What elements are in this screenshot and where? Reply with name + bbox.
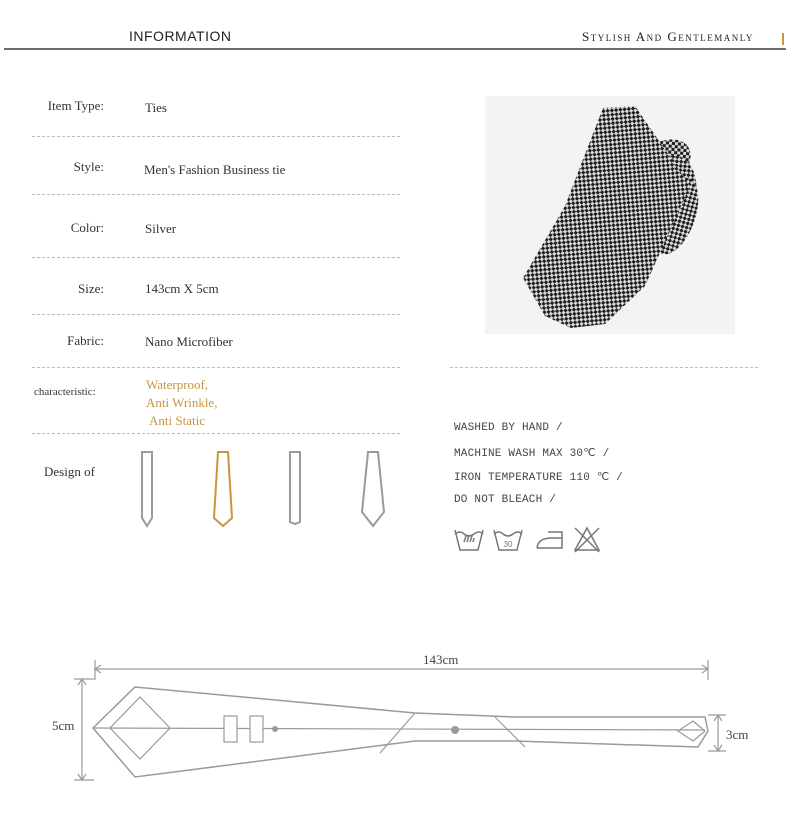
characteristic-values [146, 376, 217, 430]
iron-icon [537, 532, 562, 548]
characteristic-line: Waterproof, [146, 377, 209, 392]
no-bleach-icon [575, 528, 599, 552]
tie-outline [93, 687, 708, 777]
row-divider [32, 314, 400, 315]
item-type-label: Item Type: [47, 98, 104, 113]
tie-outline-straight-icon[interactable] [290, 452, 300, 524]
row-divider [32, 257, 400, 258]
tie-dot [272, 726, 278, 732]
tie-outline-wide-icon[interactable] [362, 452, 384, 526]
right-divider [450, 367, 758, 368]
tagline-accent-bar [782, 33, 784, 45]
style-value: Men's Fashion Business tie [144, 162, 286, 177]
tie-outline-selected-icon[interactable] [214, 452, 232, 526]
row-divider [32, 433, 400, 434]
characteristic-label: characteristic: [34, 386, 96, 398]
characteristic-line: Anti Static [149, 413, 205, 428]
care-icons [452, 524, 612, 556]
design-options [120, 448, 400, 530]
care-line-machine-wash: MACHINE WASH MAX 30℃ / [454, 448, 610, 460]
hand-wash-icon [455, 530, 483, 550]
characteristic-line: Anti Wrinkle, [146, 395, 218, 410]
tie-seam [380, 713, 415, 753]
care-line-hand-wash: WASHED BY HAND / [454, 422, 563, 434]
brand-tagline: Stylish And Gentlemanly [582, 29, 754, 44]
wide-end-dimension-label: 5cm [52, 718, 75, 733]
tie-photo-image [485, 96, 735, 334]
size-value: 143cm X 5cm [145, 281, 219, 296]
length-dimension-label: 143cm [423, 652, 459, 667]
color-value: Silver [145, 221, 177, 236]
tie-center-line [93, 728, 705, 730]
tie-dot [451, 726, 459, 734]
tie-narrow-tip [678, 721, 705, 741]
row-divider [32, 194, 400, 195]
row-divider [32, 136, 400, 137]
wash-temp-label: 30 [503, 540, 513, 549]
machine-wash-30-icon [494, 530, 522, 550]
tie-label-box [250, 716, 263, 742]
item-type-value: Ties [145, 100, 167, 115]
tie-seam [495, 717, 525, 747]
care-line-bleach: DO NOT BLEACH / [454, 494, 557, 506]
product-photo [485, 96, 735, 334]
fabric-label: Fabric: [67, 333, 104, 348]
section-title: INFORMATION [129, 28, 232, 44]
tie-dimension-diagram [60, 655, 740, 785]
tie-outline-slim-icon[interactable] [142, 452, 152, 526]
style-label: Style: [73, 159, 104, 174]
color-label: Color: [70, 220, 104, 235]
narrow-end-dimension-label: 3cm [726, 727, 749, 742]
row-divider [32, 367, 400, 368]
size-label: Size: [78, 281, 104, 296]
design-label: Design of [44, 464, 95, 479]
header-divider [4, 48, 786, 50]
tie-label-box [224, 716, 237, 742]
fabric-value: Nano Microfiber [145, 334, 233, 349]
care-line-iron: IRON TEMPERATURE 110 ℃ / [454, 472, 623, 484]
